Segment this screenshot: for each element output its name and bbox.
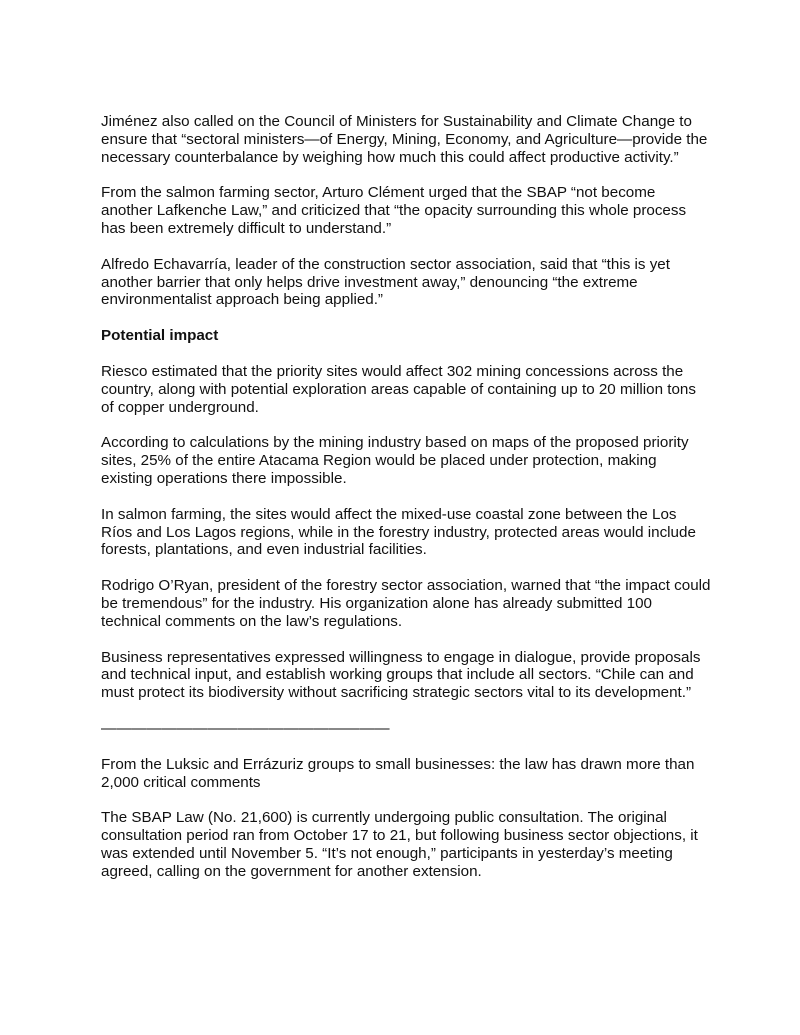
- paragraph-atacama: According to calculations by the mining industry based on maps of the proposed priority sites, 25% of the entire Atacama Region would be placed under protection, making existing operations there impossible.: [101, 434, 689, 487]
- subheadline: From the Luksic and Errázuriz groups to small businesses: the law has drawn more than 2,000 critical comments: [101, 755, 695, 791]
- separator-line: ———————————————————: [101, 719, 390, 737]
- paragraph-clement: From the salmon farming sector, Arturo Clément urged that the SBAP “not become another Lafkenche Law,” and criticized that “the opacity surrounding this whole process has been extremely difficult to understand.”: [101, 184, 687, 237]
- paragraph-salmon-forestry: In salmon farming, the sites would affect the mixed-use coastal zone between the Los Ríos and Los Lagos regions, while in the forestry industry, protected areas would include forests, plantations, and even industrial facilities.: [101, 505, 696, 559]
- paragraph-jimenez: Jiménez also called on the Council of Ministers for Sustainability and Climate Change to ensure that “sectoral ministers—of Energy, Mining, Economy, and Agriculture—provide the necessary counterbalance by weighing how much this could affect productive activity.”: [101, 113, 708, 166]
- document-page: [101, 113, 711, 899]
- paragraph-riesco: Riesco estimated that the priority sites would affect 302 mining concessions across the country, along with potential exploration areas capable of containing up to 20 million tons of copper underground.: [101, 362, 696, 416]
- paragraph-business-representatives: Business representatives expressed willingness to engage in dialogue, provide proposals and technical input, and establish working groups that include all sectors. “Chile can and must protect its biodiversity without sacrificing strategic sectors vital to its development.”: [101, 648, 701, 702]
- paragraph-sbap-consultation: The SBAP Law (No. 21,600) is currently undergoing public consultation. The original consultation period ran from October 17 to 21, but following business sector objections, it was extended until November 5. “It’s not enough,” participants in yesterday’s meeting agreed, calling on the government for another extension.: [101, 809, 698, 880]
- paragraph-echavarria: Alfredo Echavarría, leader of the construction sector association, said that “this is yet another barrier that only helps drive investment away,” denouncing “the extreme environmentalist approach being applied.”: [101, 255, 670, 309]
- section-heading: Potential impact: [101, 327, 219, 345]
- paragraph-oryan: Rodrigo O’Ryan, president of the forestry sector association, warned that “the impact could be tremendous” for the industry. His organization alone has already submitted 100 technical comments on the law’s regulations.: [101, 577, 711, 630]
